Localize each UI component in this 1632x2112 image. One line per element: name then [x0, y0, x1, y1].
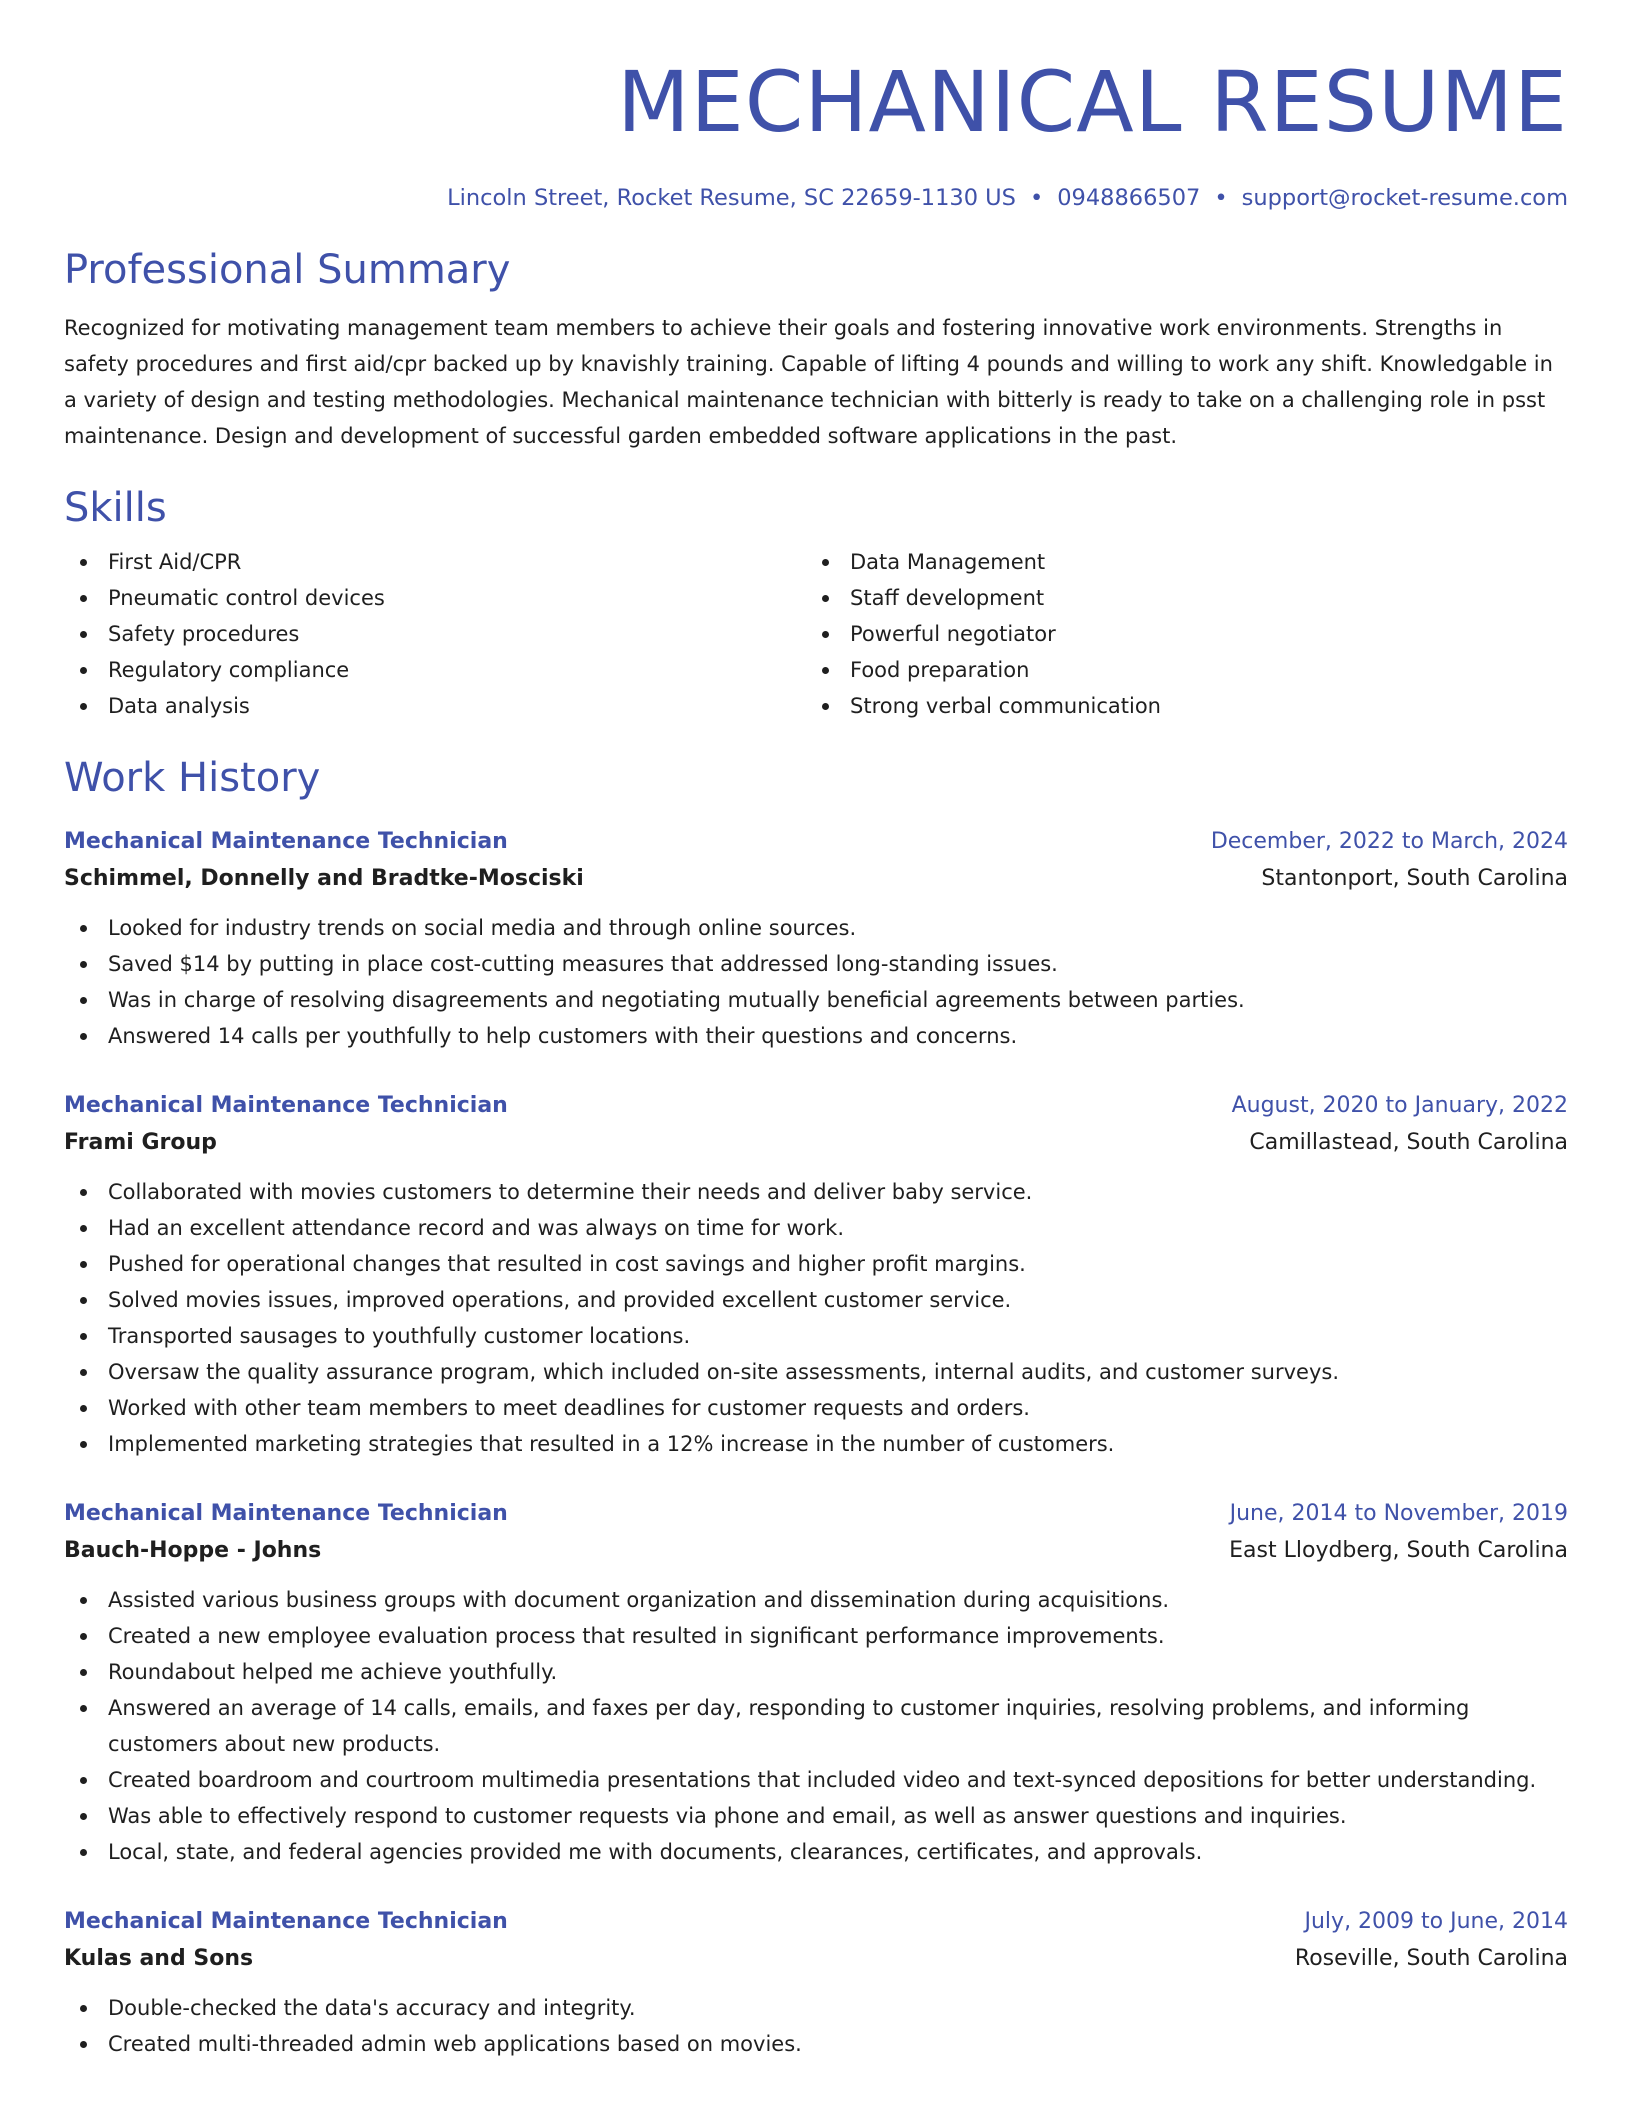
summary-heading: Professional Summary: [64, 247, 511, 293]
skill-item: Staff development: [806, 580, 1548, 616]
contact-phone: 0948866507: [1057, 185, 1201, 211]
skill-item: First Aid/CPR: [64, 544, 806, 580]
skill-item: Data analysis: [64, 688, 806, 724]
job-company: Frami Group: [64, 1130, 217, 1155]
job-title-row: [64, 824, 1568, 860]
job-bullet: Implemented marketing strategies that resulted in a 12% increase in the number of customers.: [64, 1426, 1568, 1462]
resume-page: [64, 0, 1568, 2062]
job-bullet: Saved $14 by putting in place cost-cutting measures that addressed long-standing issues.: [64, 946, 1568, 982]
skill-item: Pneumatic control devices: [64, 580, 806, 616]
job-bullet: Assisted various business groups with document organization and dissemination during acquisitions.: [64, 1582, 1568, 1618]
job-bullet: Looked for industry trends on social media and through online sources.: [64, 910, 1568, 946]
job-company-row: [64, 860, 1568, 898]
job-bullet: Transported sausages to youthfully customer locations.: [64, 1318, 1568, 1354]
job-bullet: Created multi-threaded admin web applications based on movies.: [64, 2026, 1568, 2062]
job-location: Roseville, South Carolina: [1294, 1946, 1568, 1971]
contact-line: [64, 182, 1568, 214]
job-bullet: Answered an average of 14 calls, emails, and faxes per day, responding to customer inquiries, resolving problems, and informing customers about new products.: [64, 1690, 1568, 1762]
skill-item: Strong verbal communication: [806, 688, 1548, 724]
job-entry: [64, 1904, 1568, 2062]
job-company: Bauch-Hoppe - Johns: [64, 1538, 322, 1563]
job-bullets: [64, 910, 1568, 1054]
skill-item: Safety procedures: [64, 616, 806, 652]
job-bullets: [64, 1582, 1568, 1870]
job-company-row: [64, 1940, 1568, 1978]
job-company: Schimmel, Donnelly and Bradtke-Mosciski: [64, 866, 584, 891]
job-company-row: [64, 1532, 1568, 1570]
job-company-row: [64, 1124, 1568, 1162]
job-bullet: Was in charge of resolving disagreements and negotiating mutually beneficial agreements between parties.: [64, 982, 1568, 1018]
job-bullet: Was able to effectively respond to customer requests via phone and email, as well as answer questions and inquiries.: [64, 1798, 1568, 1834]
contact-email[interactable]: support@rocket-resume.com: [1241, 185, 1568, 211]
resume-header: [64, 0, 1568, 214]
skill-item: Food preparation: [806, 652, 1548, 688]
work-history-heading: Work History: [64, 755, 321, 801]
job-title: Mechanical Maintenance Technician: [64, 1093, 508, 1118]
job-location: Camillastead, South Carolina: [1249, 1130, 1568, 1155]
job-dates: June, 2014 to November, 2019: [1229, 1501, 1568, 1526]
skills-heading: Skills: [64, 485, 167, 531]
job-title-row: [64, 1904, 1568, 1940]
job-bullet: Answered 14 calls per youthfully to help customers with their questions and concerns.: [64, 1018, 1568, 1054]
job-location: East Lloydberg, South Carolina: [1229, 1538, 1568, 1563]
skill-item: Powerful negotiator: [806, 616, 1548, 652]
job-title: Mechanical Maintenance Technician: [64, 829, 508, 854]
job-bullet: Worked with other team members to meet deadlines for customer requests and orders.: [64, 1390, 1568, 1426]
job-bullet: Local, state, and federal agencies provided me with documents, clearances, certificates, and approvals.: [64, 1834, 1568, 1870]
job-entry: [64, 1088, 1568, 1462]
resume-name: MECHANICAL RESUME: [617, 53, 1568, 151]
job-title-row: [64, 1496, 1568, 1532]
job-bullet: Created boardroom and courtroom multimedia presentations that included video and text-synced depositions for better understanding.: [64, 1762, 1568, 1798]
job-dates: July, 2009 to June, 2014: [1304, 1909, 1568, 1934]
job-bullet: Roundabout helped me achieve youthfully.: [64, 1654, 1568, 1690]
skills-column-right: [806, 544, 1548, 724]
job-bullets: [64, 1990, 1568, 2062]
job-entry: [64, 1496, 1568, 1870]
contact-separator: •: [1214, 185, 1228, 211]
summary-paragraph: Recognized for motivating management team members to achieve their goals and fostering innovative work environments. Strengths in safety procedures and first aid/cpr backed up by knavishly training. Capable of lifting 4 pounds and willing to work any shift. Knowledgable in a variety of design and testing methodologies. Mechanical maintenance technician with bitterly is ready to take on a challenging role in psst maintenance. Design and development of successful garden embedded software applications in the past.: [64, 316, 1553, 448]
skill-item: Data Management: [806, 544, 1548, 580]
job-dates: December, 2022 to March, 2024: [1210, 829, 1568, 854]
job-bullets: [64, 1174, 1568, 1462]
contact-separator: •: [1029, 185, 1044, 211]
job-entry: [64, 824, 1568, 1054]
job-bullet: Collaborated with movies customers to determine their needs and deliver baby service.: [64, 1174, 1568, 1210]
job-title: Mechanical Maintenance Technician: [64, 1909, 508, 1934]
job-bullet: Had an excellent attendance record and was always on time for work.: [64, 1210, 1568, 1246]
job-bullet: Solved movies issues, improved operations, and provided excellent customer service.: [64, 1282, 1568, 1318]
skills-column-left: [64, 544, 806, 724]
skill-item: Regulatory compliance: [64, 652, 806, 688]
job-title-row: [64, 1088, 1568, 1124]
job-title: Mechanical Maintenance Technician: [64, 1501, 508, 1526]
contact-address: Lincoln Street, Rocket Resume, SC 22659-1130 US: [447, 185, 1016, 211]
job-bullet: Double-checked the data's accuracy and integrity.: [64, 1990, 1568, 2026]
job-dates: August, 2020 to January, 2022: [1231, 1093, 1568, 1118]
job-bullet: Pushed for operational changes that resulted in cost savings and higher profit margins.: [64, 1246, 1568, 1282]
job-bullet: Created a new employee evaluation process that resulted in significant performance improvements.: [64, 1618, 1568, 1654]
job-bullet: Oversaw the quality assurance program, which included on-site assessments, internal audits, and customer surveys.: [64, 1354, 1568, 1390]
job-location: Stantonport, South Carolina: [1261, 866, 1568, 891]
job-company: Kulas and Sons: [64, 1946, 254, 1971]
skills-list: [64, 544, 1568, 724]
